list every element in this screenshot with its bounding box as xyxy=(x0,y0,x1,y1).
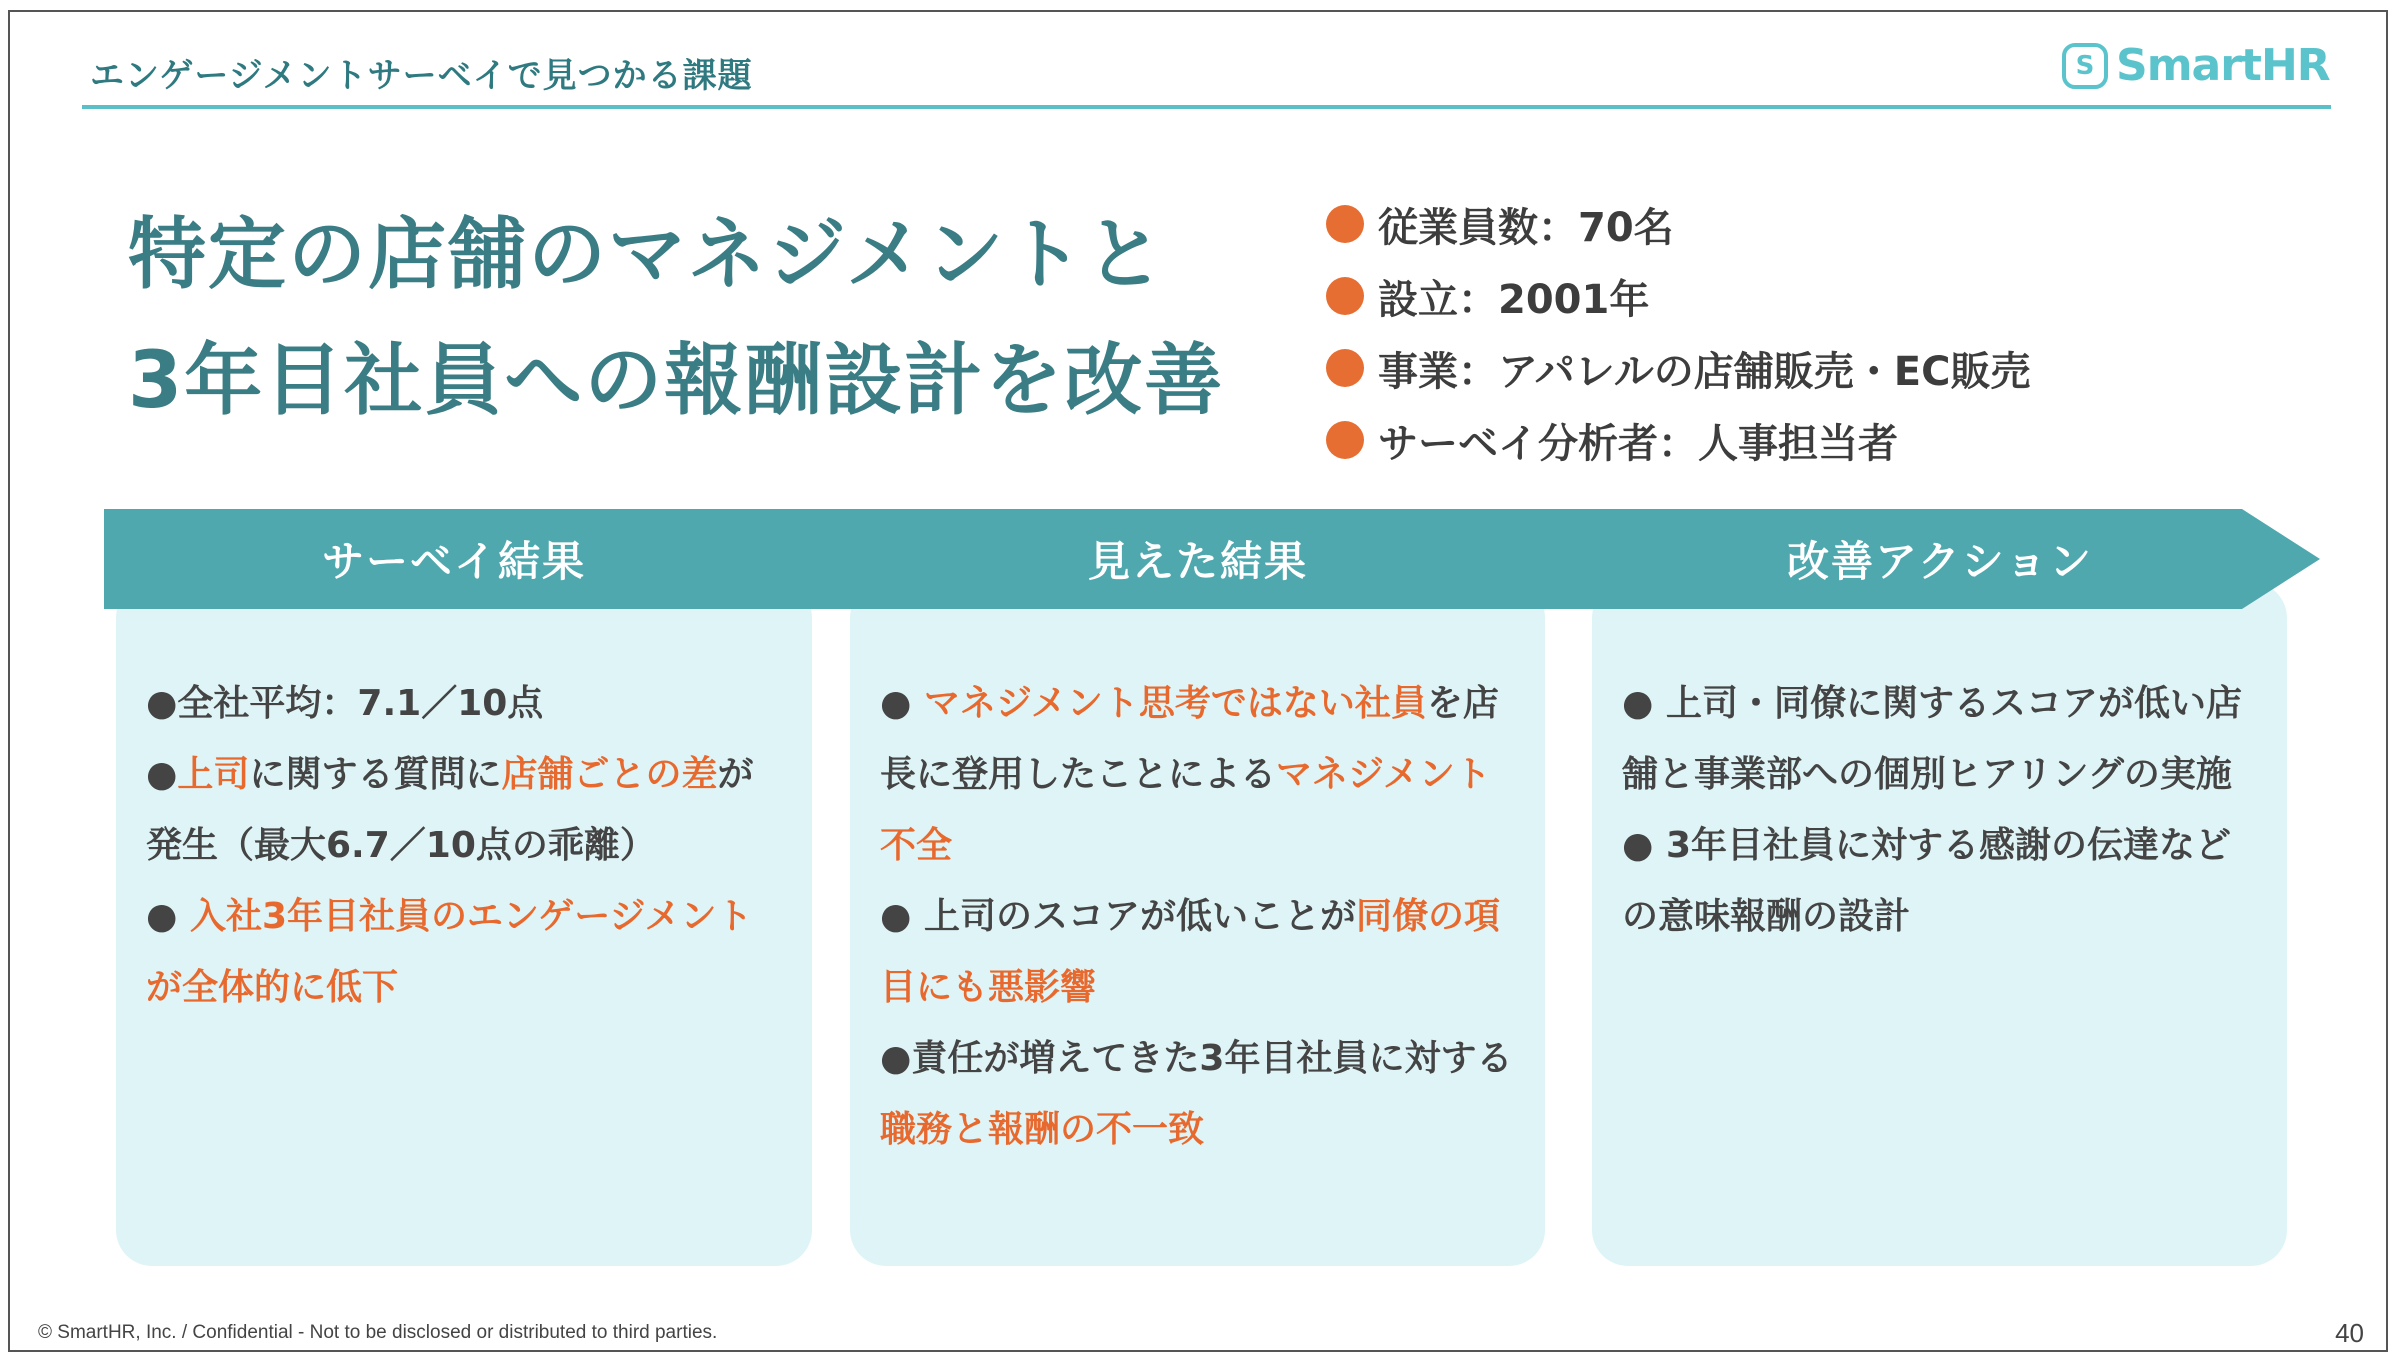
orange-dot-icon xyxy=(1326,277,1364,315)
bullet-item xyxy=(146,881,788,1023)
bullet-text: を店長に登用したことによる xyxy=(880,683,1499,795)
orange-dot-icon xyxy=(1326,349,1364,387)
fact-employees xyxy=(1326,188,2030,260)
fact-text: 設立：2001年 xyxy=(1378,276,1650,323)
step-label-findings: 見えた結果 xyxy=(1087,537,1308,586)
bullet-text: 上司のスコアが低いことが xyxy=(923,896,1356,937)
fact-text: 従業員数：70名 xyxy=(1378,204,1674,251)
page-title-line-2: 3年目社員への報酬設計を改善 xyxy=(128,336,1225,426)
bullet-icon: ● xyxy=(1622,683,1666,724)
fact-text: 事業：アパレルの店舗販売・EC販売 xyxy=(1378,348,2031,395)
bullet-item xyxy=(880,668,1521,881)
fact-founded xyxy=(1326,260,2030,332)
bullet-icon: ● xyxy=(146,896,190,937)
bullet-icon: ● xyxy=(1622,825,1666,866)
bullet-text: に関する質問に xyxy=(249,754,502,795)
bullet-icon: ● xyxy=(880,1038,912,1079)
highlight-text: 店舗ごとの差 xyxy=(501,754,718,795)
bullet-item xyxy=(1622,668,2263,810)
page-title-line-1: 特定の店舗のマネジメントと xyxy=(128,210,1166,300)
fact-analyst xyxy=(1326,404,2030,476)
orange-dot-icon xyxy=(1326,421,1364,459)
confidential-notice: © SmartHR, Inc. / Confidential - Not to be disclosed or distributed to third parties. xyxy=(38,1322,718,1343)
bullet-item xyxy=(880,881,1521,1023)
bullet-text: 責任が増えてきた3年目社員に対する xyxy=(911,1038,1513,1079)
bullet-item xyxy=(880,1023,1521,1165)
process-arrow-banner xyxy=(104,509,2334,609)
bullet-text: 全社平均：7.1／10点 xyxy=(177,683,544,724)
smarthr-logo-icon xyxy=(2062,43,2108,89)
header-divider xyxy=(82,105,2331,109)
fact-business xyxy=(1326,332,2030,404)
page-number: 40 xyxy=(2335,1318,2364,1348)
bullet-text: 3年目社員に対する感謝の伝達などの意味報酬の設計 xyxy=(1622,825,2232,937)
fact-text: サーベイ分析者：人事担当者 xyxy=(1378,420,1898,467)
card-findings xyxy=(850,582,1545,1266)
bullet-item xyxy=(146,739,788,881)
bullet-text: が発生（最大6.7／10点の乖離） xyxy=(146,754,754,866)
bullet-icon: ● xyxy=(146,754,178,795)
orange-dot-icon xyxy=(1326,205,1364,243)
company-facts-list xyxy=(1326,188,2030,476)
card-survey-results xyxy=(116,582,812,1266)
highlight-text: 職務と報酬の不一致 xyxy=(880,1109,1205,1150)
card-body xyxy=(1622,668,2263,952)
logo-text: SmartHR xyxy=(2116,40,2330,91)
bullet-icon: ● xyxy=(146,683,178,724)
highlight-text: 上司 xyxy=(177,754,250,795)
bullet-item xyxy=(146,668,788,739)
highlight-text: 同僚の項目にも悪影響 xyxy=(880,896,1500,1008)
bullet-icon: ● xyxy=(880,896,924,937)
page-title xyxy=(128,192,1224,444)
card-body xyxy=(880,668,1521,1165)
bullet-icon: ● xyxy=(880,683,924,724)
card-improvement-actions xyxy=(1592,582,2287,1266)
bullet-item xyxy=(1622,810,2263,952)
logo-icon-glyph: S xyxy=(2075,50,2095,81)
highlight-text: マネジメント不全 xyxy=(880,754,1491,866)
card-body xyxy=(146,668,788,1023)
header-title: エンゲージメントサーベイで見つかる課題 xyxy=(90,56,753,96)
highlight-text: 入社3年目社員のエンゲージメントが全体的に低下 xyxy=(146,896,753,1008)
step-label-survey-results: サーベイ結果 xyxy=(321,537,586,586)
slide xyxy=(8,10,2388,1352)
highlight-text: マネジメント思考ではない社員 xyxy=(923,683,1427,724)
step-label-improvement-actions: 改善アクション xyxy=(1787,537,2093,586)
smarthr-logo xyxy=(2062,40,2330,91)
bullet-text: 上司・同僚に関するスコアが低い店舗と事業部への個別ヒアリングの実施 xyxy=(1622,683,2242,795)
